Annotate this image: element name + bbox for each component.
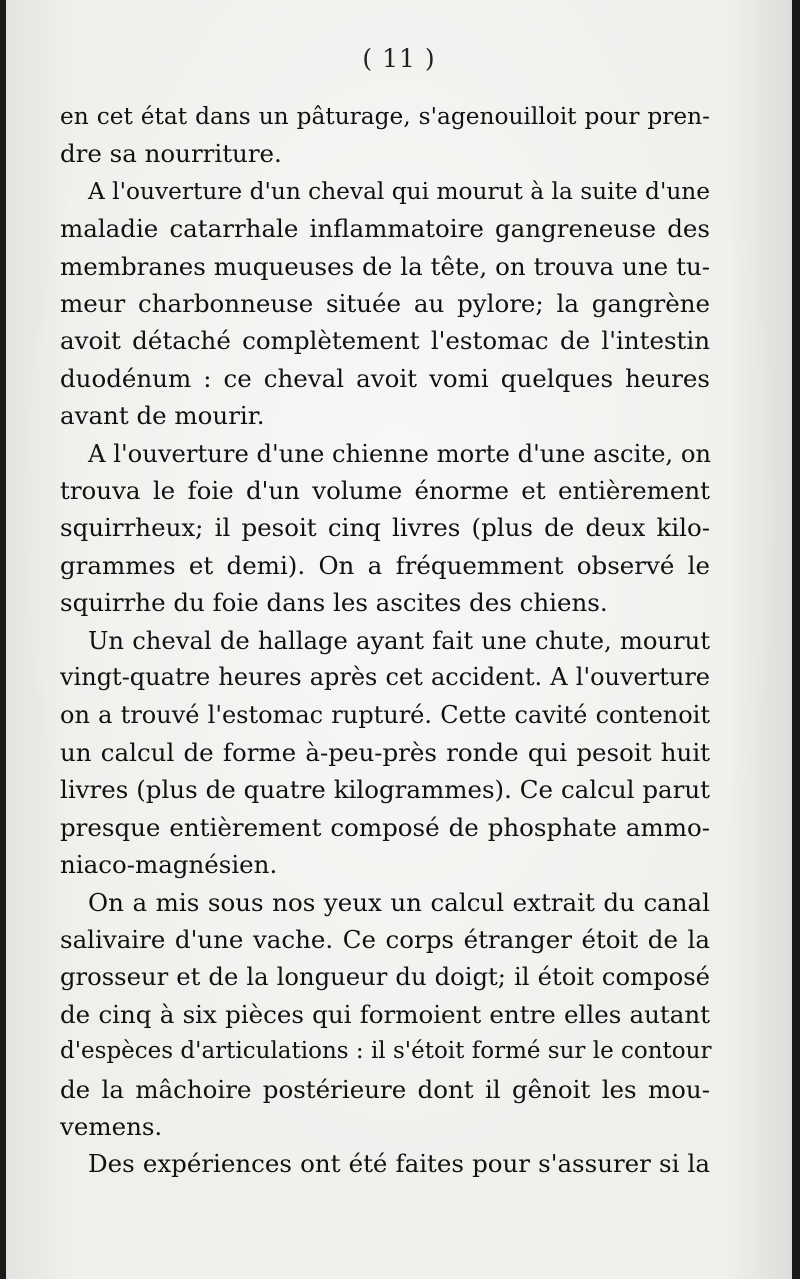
text-line: Des expériences ont été faites pour s'assurer si la: [88, 1149, 710, 1179]
text-line: d'espèces d'articulations : il s'étoit formé sur le contour: [60, 1038, 712, 1065]
paragraph-1: [60, 98, 710, 173]
page-number: ( 11 ): [362, 44, 436, 73]
text-line: avant de mourir.: [60, 401, 265, 431]
text-line: meur charbonneuse située au pylore; la gangrène: [60, 289, 710, 319]
text-line: membranes muqueuses de la tête, on trouva une tu-: [60, 251, 710, 281]
text-line: vingt-quatre heures après cet accident. A l'ouverture: [60, 663, 710, 692]
text-line: vemens.: [60, 1111, 163, 1141]
text-line: livres (plus de quatre kilogrammes). Ce calcul parut: [60, 775, 710, 805]
text-line: maladie catarrhale inflammatoire gangreneuse des: [60, 214, 710, 244]
text-line: On a mis sous nos yeux un calcul extrait du canal: [88, 887, 710, 917]
text-line: un calcul de forme à-peu-près ronde qui pesoit huit: [60, 737, 710, 767]
text-line: on a trouvé l'estomac rupturé. Cette cavité contenoit: [60, 700, 710, 729]
body-text: [60, 98, 710, 1183]
text-line: duodénum : ce cheval avoit vomi quelques heures: [60, 363, 710, 393]
text-line: Un cheval de hallage ayant fait une chute, mourut: [88, 625, 710, 655]
paragraph-2: [60, 173, 710, 435]
text-line: avoit détaché complètement l'estomac de l'intestin: [60, 326, 710, 356]
text-line: grammes et demi). On a fréquemment observé le: [60, 550, 710, 580]
paragraph-3: [60, 435, 710, 622]
text-line: trouva le foie d'un volume énorme et entièrement: [60, 476, 710, 506]
paragraph-5: [60, 884, 710, 1146]
paragraph-6: [60, 1145, 710, 1182]
text-line: grosseur et de la longueur du doigt; il étoit composé: [60, 962, 710, 992]
text-line: de cinq à six pièces qui formoient entre elles autant: [60, 999, 710, 1029]
text-line: dre sa nourriture.: [60, 139, 282, 169]
text-line: salivaire d'une vache. Ce corps étranger étoit de la: [60, 924, 710, 954]
text-line: niaco-magnésien.: [60, 850, 278, 880]
text-line: en cet état dans un pâturage, s'agenouilloit pour pren-: [60, 103, 710, 130]
text-line: de la mâchoire postérieure dont il gênoit les mou-: [60, 1074, 710, 1104]
text-line: squirrhe du foie dans les ascites des chiens.: [60, 588, 608, 618]
text-line: presque entièrement composé de phosphate ammo-: [60, 812, 710, 842]
paragraph-4: [60, 622, 710, 884]
book-page: [6, 0, 792, 1279]
text-line: squirrheux; il pesoit cinq livres (plus de deux kilo-: [60, 513, 710, 543]
text-line: A l'ouverture d'une chienne morte d'une ascite, on: [88, 438, 712, 468]
text-line: A l'ouverture d'un cheval qui mourut à la suite d'une: [88, 177, 711, 205]
